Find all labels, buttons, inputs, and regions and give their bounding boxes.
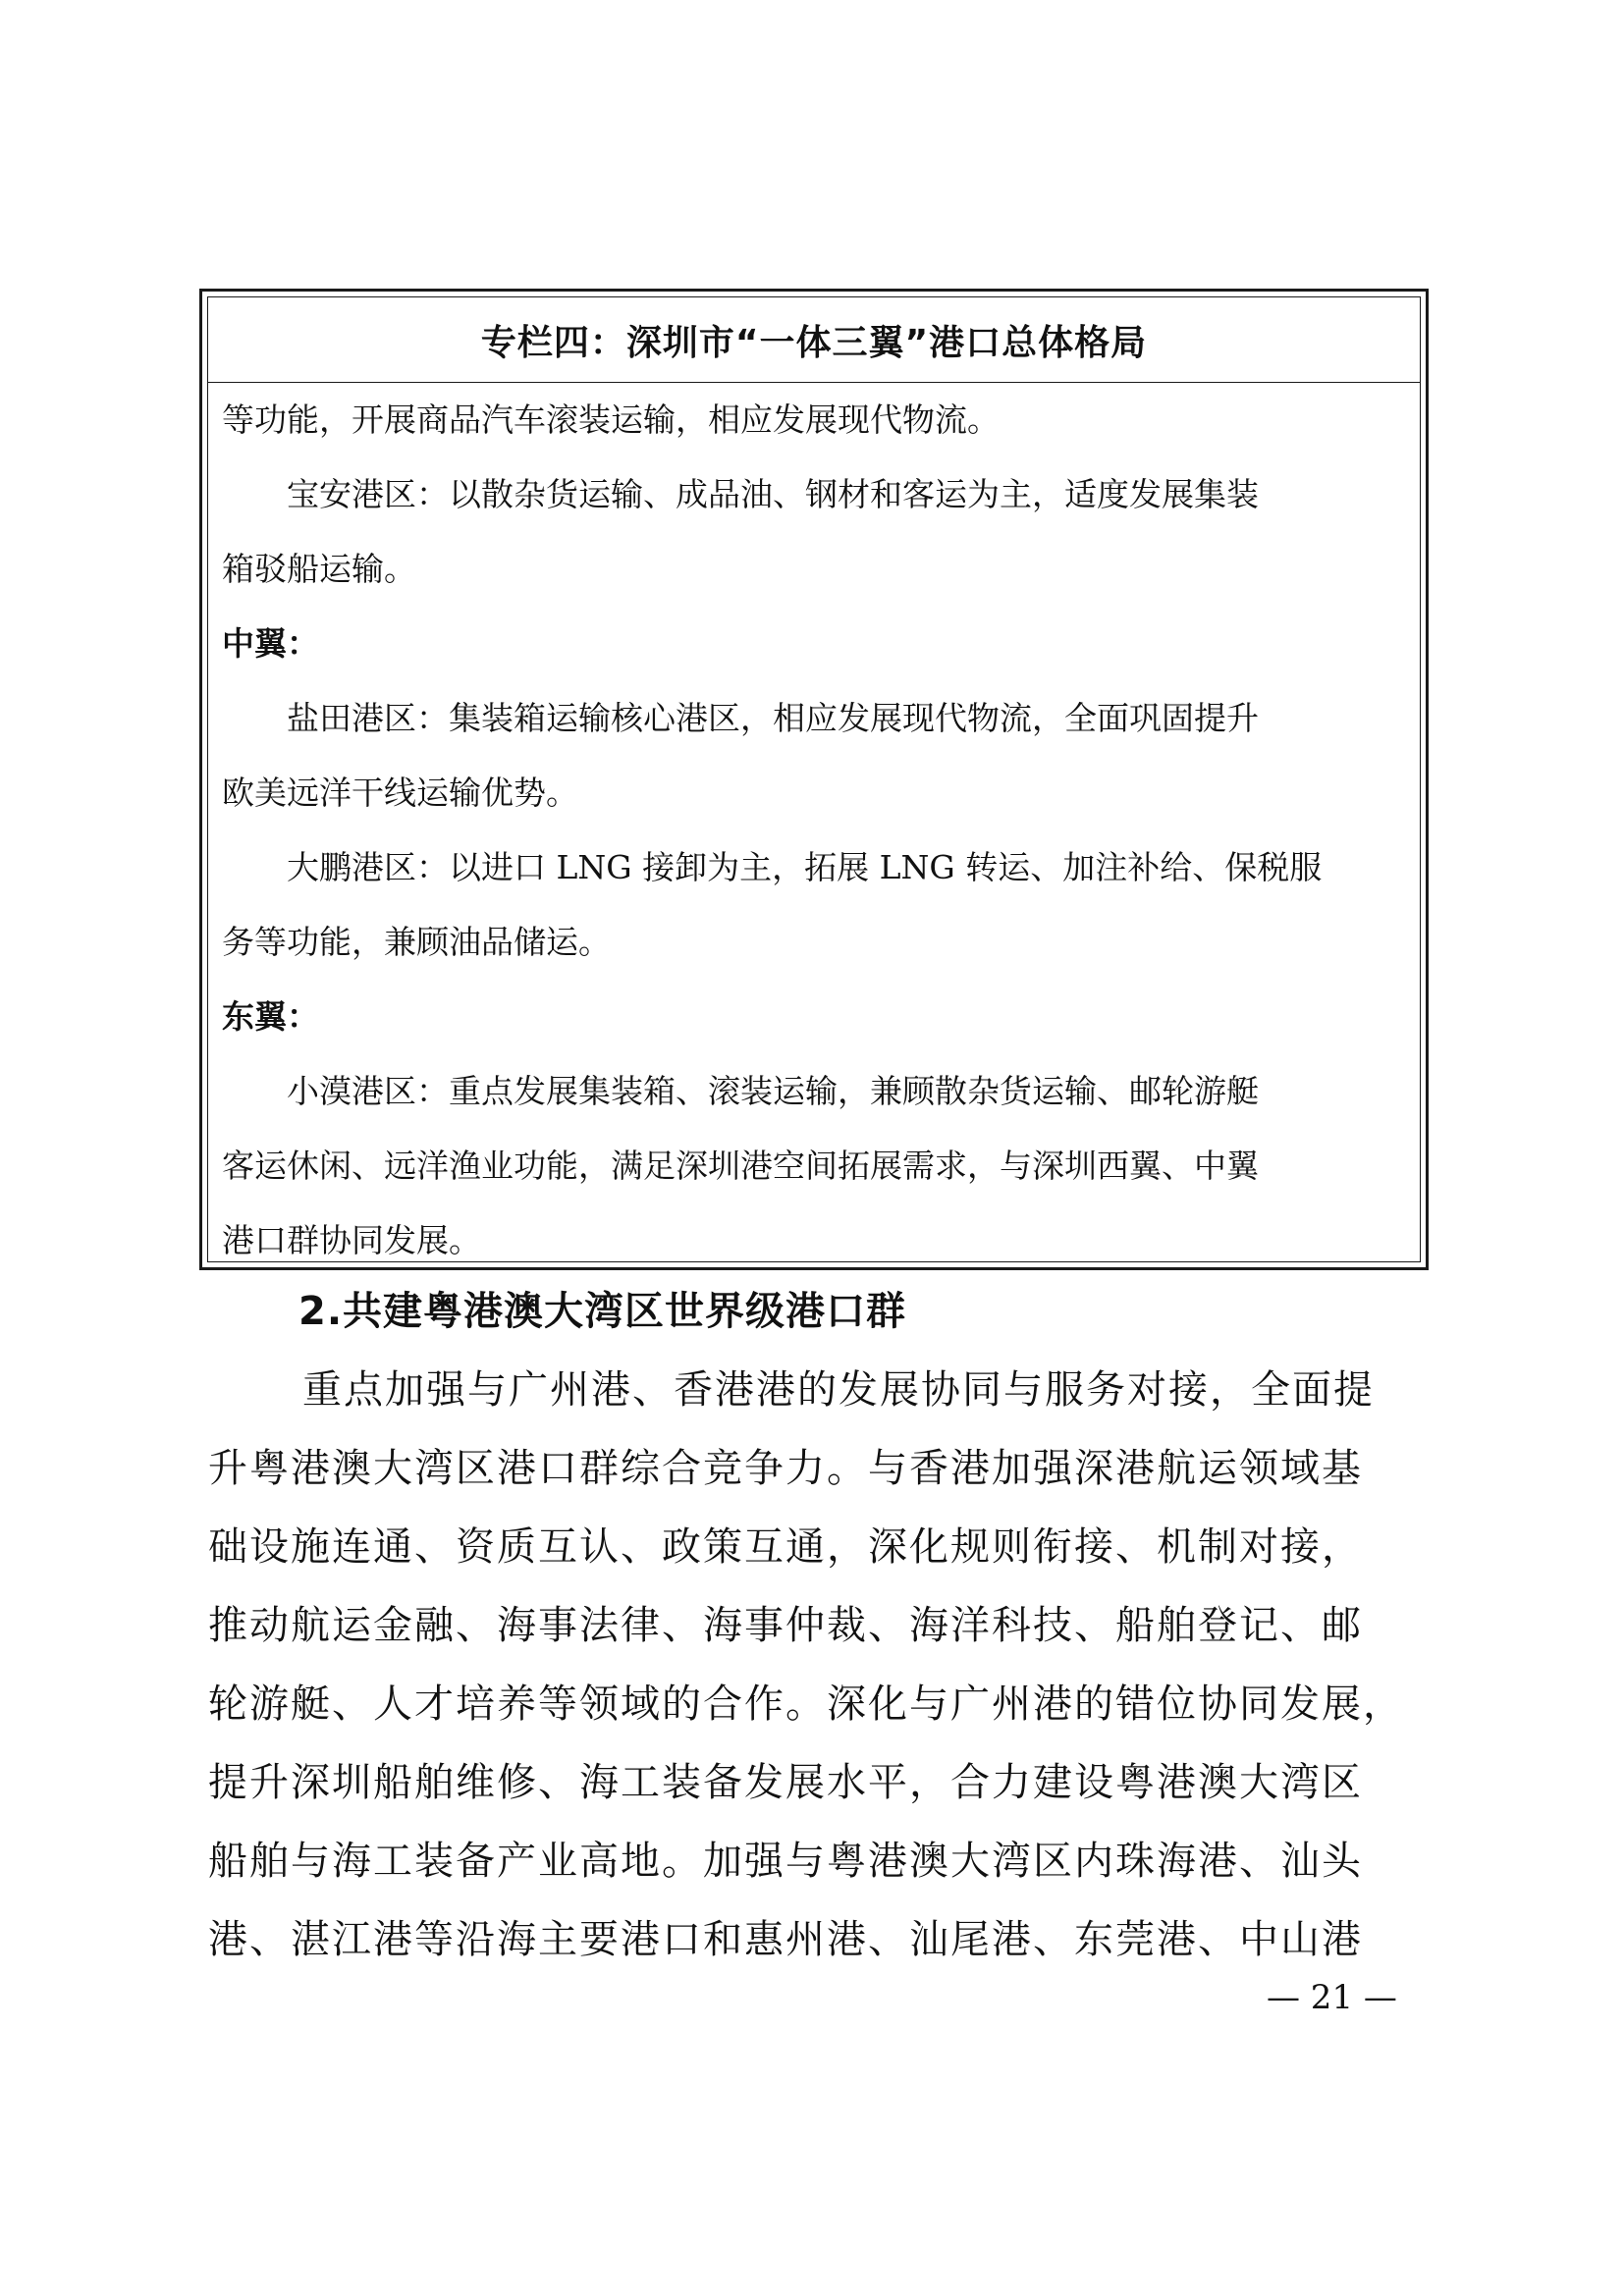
column-line: 箱驳船运输。 xyxy=(222,550,416,588)
body-line: 港、湛江港等沿海主要港口和惠州港、汕尾港、东莞港、中山港 xyxy=(208,1917,1363,1962)
column-line: 盐田港区：集装箱运输核心港区，相应发展现代物流，全面巩固提升 xyxy=(287,699,1259,737)
body-line: 船舶与海工装备产业高地。加强与粤港澳大湾区内珠海港、汕头 xyxy=(208,1839,1363,1884)
column-box-inner xyxy=(207,296,1421,1262)
column-line: 大鹏港区：以进口 LNG 接卸为主，拓展 LNG 转运、加注补给、保税服 xyxy=(287,848,1323,886)
page-number: — 21 — xyxy=(1267,1978,1397,2017)
body-line: 提升深圳船舶维修、海工装备发展水平，合力建设粤港澳大湾区 xyxy=(208,1760,1363,1805)
column-line: 欧美远洋干线运输优势。 xyxy=(222,774,578,812)
body-paragraph xyxy=(208,1351,1426,1979)
column-subheading: 中翼： xyxy=(222,624,319,663)
column-line: 务等功能，兼顾油品储运。 xyxy=(222,923,611,961)
body-line: 升粤港澳大湾区港口群综合竞争力。与香港加强深港航运领域基 xyxy=(208,1446,1363,1491)
column-line: 宝安港区：以散杂货运输、成品油、钢材和客运为主，适度发展集装 xyxy=(287,475,1259,513)
column-line: 等功能，开展商品汽车滚装运输，相应发展现代物流。 xyxy=(222,400,1000,439)
body-line: 重点加强与广州港、香港港的发展协同与服务对接，全面提 xyxy=(302,1367,1375,1413)
body-line: 轮游艇、人才培养等领域的合作。深化与广州港的错位协同发展， xyxy=(208,1682,1404,1727)
section-heading: 2.共建粤港澳大湾区世界级港口群 xyxy=(298,1289,907,1334)
body-line: 础设施连通、资质互认、政策互通，深化规则衔接、机制对接， xyxy=(208,1524,1363,1570)
column-box xyxy=(199,289,1429,1270)
column-title: 专栏四：深圳市“一体三翼”港口总体格局 xyxy=(208,297,1420,383)
column-subheading: 东翼： xyxy=(222,997,319,1036)
column-line: 港口群协同发展。 xyxy=(222,1221,481,1259)
column-line: 小漠港区：重点发展集装箱、滚装运输，兼顾散杂货运输、邮轮游艇 xyxy=(287,1072,1259,1110)
column-line: 客运休闲、远洋渔业功能，满足深圳港空间拓展需求，与深圳西翼、中翼 xyxy=(222,1147,1259,1185)
column-body xyxy=(208,383,1420,1278)
body-line: 推动航运金融、海事法律、海事仲裁、海洋科技、船舶登记、邮 xyxy=(208,1603,1363,1648)
